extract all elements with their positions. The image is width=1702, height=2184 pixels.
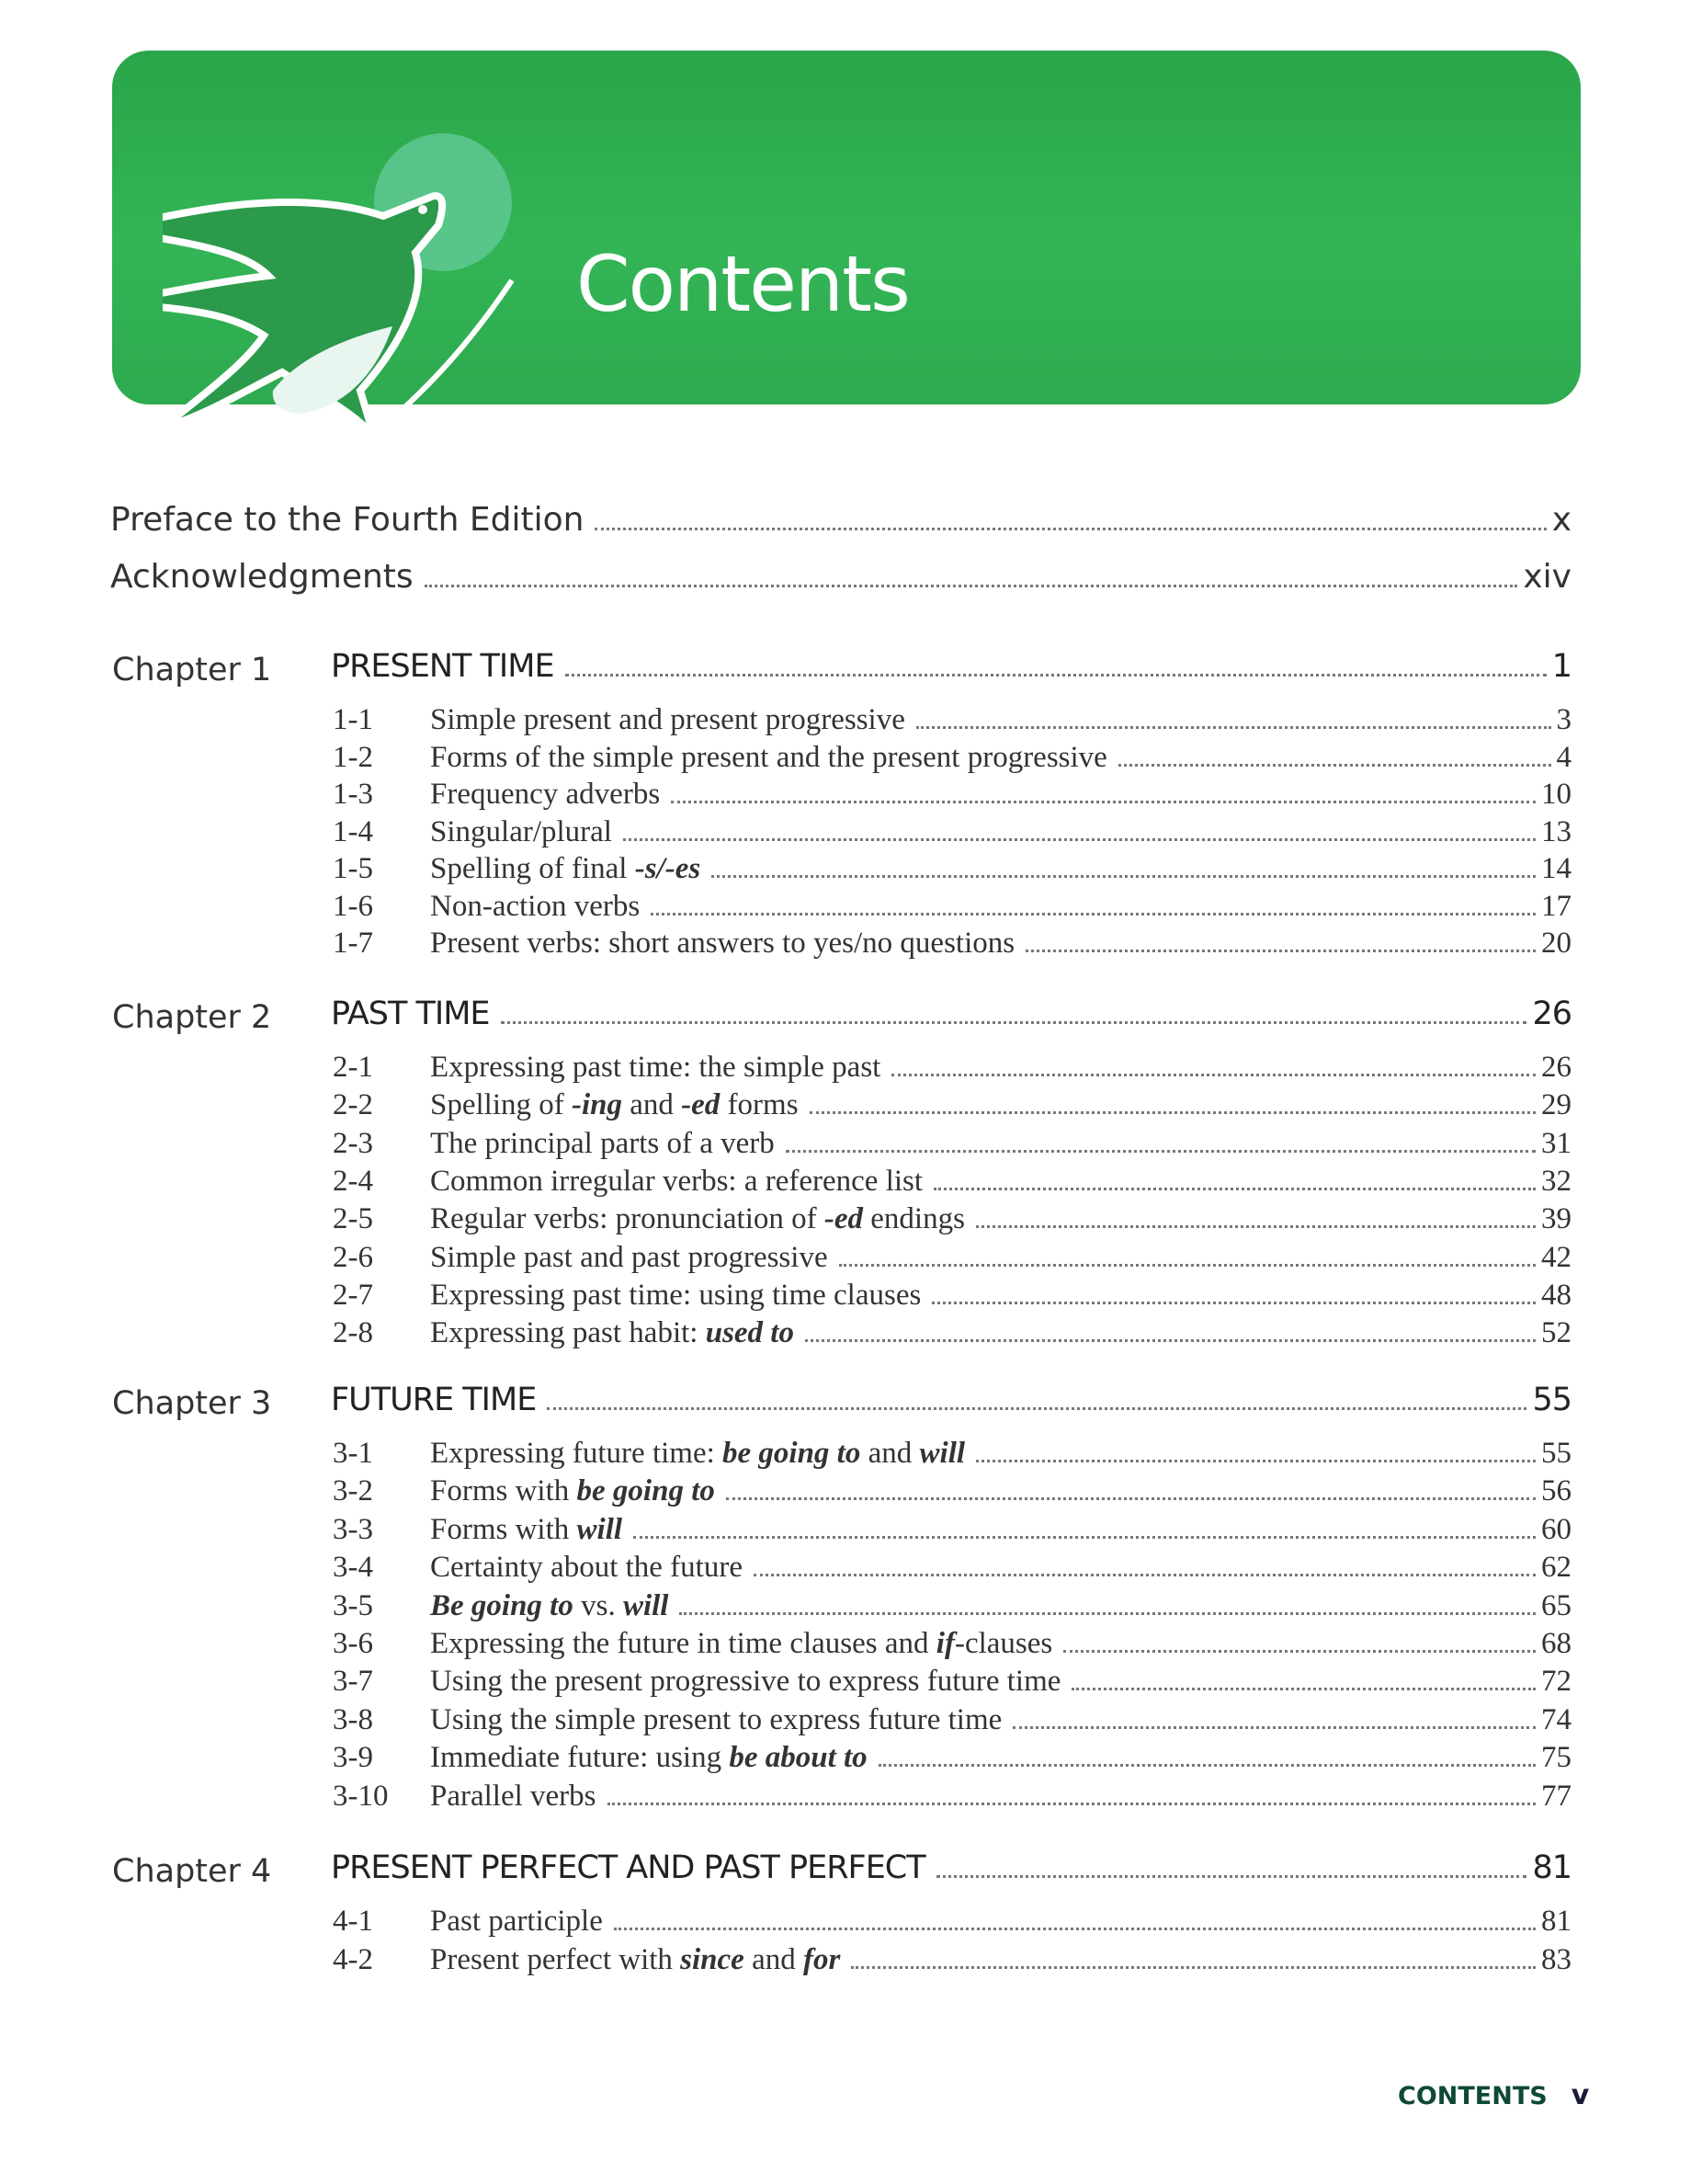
section-title: [430, 1905, 603, 1939]
dot-leader: [932, 1302, 1536, 1304]
section-number: 2-1: [333, 1051, 373, 1084]
section-entry[interactable]: [333, 1703, 1572, 1737]
section-entry[interactable]: [333, 852, 1572, 886]
section-page: 83: [1541, 1942, 1572, 1976]
section-page: 20: [1541, 927, 1572, 960]
section-page: 81: [1541, 1905, 1572, 1938]
section-number: 3-6: [333, 1627, 373, 1660]
section-number: 2-8: [333, 1316, 373, 1350]
section-number: 4-1: [333, 1905, 373, 1938]
section-page: 74: [1541, 1702, 1572, 1736]
page-title: Contents: [576, 239, 909, 329]
section-page: 52: [1541, 1316, 1572, 1350]
section-title: [430, 1088, 799, 1122]
footer-label: CONTENTS: [1398, 2082, 1548, 2110]
section-page: 26: [1541, 1051, 1572, 1084]
section-number: 3-2: [333, 1474, 373, 1508]
emphasis-term: will: [622, 1588, 669, 1622]
dot-leader: [851, 1966, 1536, 1969]
emphasis-term: will: [576, 1512, 623, 1546]
section-entry[interactable]: [333, 1241, 1572, 1275]
emphasis-term: -ed: [681, 1088, 721, 1122]
dot-leader: [1118, 764, 1551, 767]
section-entry[interactable]: [333, 1127, 1572, 1161]
section-title: [430, 1943, 840, 1977]
section-page: 10: [1541, 778, 1572, 811]
section-text: Spelling of: [430, 1088, 572, 1122]
section-text: Regular verbs: pronunciation of: [430, 1202, 824, 1236]
section-number: 1-2: [333, 740, 373, 774]
section-title: [430, 890, 640, 924]
section-entry[interactable]: [333, 1780, 1572, 1814]
chapter-page: 81: [1532, 1849, 1572, 1886]
section-number: 1-4: [333, 814, 373, 848]
section-page: 3: [1556, 703, 1572, 736]
section-number: 2-5: [333, 1202, 373, 1236]
section-entry[interactable]: [333, 1051, 1572, 1085]
section-text: forms: [720, 1088, 799, 1122]
swallow-bird-icon: [163, 115, 549, 455]
dot-leader: [916, 726, 1551, 729]
section-entry[interactable]: [333, 1437, 1572, 1471]
chapter-label: Chapter 3: [112, 1385, 272, 1422]
dot-leader: [810, 1111, 1536, 1114]
emphasis-term: for: [802, 1942, 841, 1976]
section-text: Non-action verbs: [430, 889, 641, 923]
section-text: Present verbs: short answers to yes/no questions: [430, 927, 1016, 960]
chapter-title-entry[interactable]: [331, 648, 1572, 685]
section-entry[interactable]: [333, 1627, 1572, 1661]
chapter-title-entry[interactable]: [331, 1849, 1572, 1886]
section-page: 31: [1541, 1126, 1572, 1160]
dot-leader: [425, 585, 1518, 587]
section-title: [430, 1780, 596, 1814]
section-title: [430, 1474, 715, 1508]
section-title: [430, 1437, 965, 1471]
section-text: Past participle: [430, 1905, 603, 1938]
chapter-title: PRESENT PERFECT AND PAST PERFECT: [331, 1849, 925, 1886]
section-page: 48: [1541, 1278, 1572, 1312]
section-title: [430, 1241, 828, 1275]
toc-entry-acknowledgments[interactable]: [110, 558, 1572, 596]
section-number: 2-4: [333, 1164, 373, 1198]
section-title: [430, 1703, 1002, 1737]
section-page: 29: [1541, 1088, 1572, 1122]
dot-leader: [976, 1225, 1536, 1228]
section-number: 3-5: [333, 1588, 373, 1622]
chapter-page: 1: [1551, 648, 1572, 685]
section-text: Using the present progressive to express future time: [430, 1665, 1061, 1699]
dot-leader: [891, 1074, 1536, 1076]
section-entry[interactable]: [333, 1741, 1572, 1775]
dot-leader: [565, 674, 1547, 677]
chapter-title: PRESENT TIME: [331, 648, 554, 685]
section-page: 4: [1556, 740, 1572, 774]
section-title: [430, 778, 660, 812]
section-number: 2-3: [333, 1126, 373, 1160]
dot-leader: [614, 1928, 1536, 1930]
section-text: The principal parts of a verb: [430, 1126, 775, 1160]
section-text: Common irregular verbs: a reference list: [430, 1164, 924, 1198]
section-page: 39: [1541, 1202, 1572, 1236]
section-title: [430, 1627, 1052, 1661]
dot-leader: [595, 528, 1546, 530]
section-text: Simple present and present progressive: [430, 703, 905, 736]
emphasis-term: be about to: [729, 1741, 868, 1775]
section-page: 17: [1541, 889, 1572, 923]
section-text: Present perfect with: [430, 1942, 681, 1976]
section-number: 2-7: [333, 1278, 373, 1312]
section-title: [430, 1279, 921, 1313]
section-entry[interactable]: [333, 1905, 1572, 1939]
section-entry[interactable]: [333, 1513, 1572, 1547]
section-text: Expressing future time:: [430, 1437, 723, 1470]
section-text: Forms with: [430, 1512, 577, 1546]
section-text: vs.: [573, 1588, 623, 1622]
emphasis-term: -s/-es: [634, 852, 701, 885]
dot-leader: [754, 1574, 1536, 1576]
section-number: 3-7: [333, 1665, 373, 1699]
dot-leader: [726, 1497, 1536, 1500]
section-entry[interactable]: [333, 1589, 1572, 1623]
section-number: 3-8: [333, 1702, 373, 1736]
section-title: [430, 927, 1015, 961]
dot-leader: [839, 1264, 1536, 1267]
section-text: Immediate future: using: [430, 1741, 730, 1775]
chapter-title: PAST TIME: [331, 995, 490, 1032]
chapter-title: FUTURE TIME: [331, 1382, 537, 1418]
section-number: 1-1: [333, 703, 373, 736]
section-entry[interactable]: [333, 1165, 1572, 1199]
section-page: 32: [1541, 1164, 1572, 1198]
dot-leader: [711, 875, 1536, 878]
section-entry[interactable]: [333, 1279, 1572, 1313]
section-title: [430, 1551, 743, 1585]
section-text: Forms of the simple present and the present progressive: [430, 740, 1107, 774]
section-text: Simple past and past progressive: [430, 1240, 828, 1274]
emphasis-term: if: [936, 1627, 955, 1660]
emphasis-term: used to: [705, 1316, 794, 1350]
chapter-title-entry[interactable]: [331, 1382, 1572, 1418]
section-entry[interactable]: [333, 703, 1572, 737]
section-text: Expressing past time: using time clauses: [430, 1278, 922, 1312]
section-entry[interactable]: [333, 1474, 1572, 1508]
section-text: Using the simple present to express future time: [430, 1702, 1003, 1736]
section-title: [430, 852, 700, 886]
section-text: Expressing past time: the simple past: [430, 1051, 881, 1084]
section-title: [430, 1202, 965, 1236]
section-number: 4-2: [333, 1942, 373, 1976]
section-text: Expressing past habit:: [430, 1316, 706, 1350]
section-number: 3-1: [333, 1437, 373, 1470]
section-entry[interactable]: [333, 815, 1572, 849]
section-title: [430, 1316, 794, 1350]
section-title: [430, 741, 1107, 775]
dot-leader: [501, 1021, 1527, 1024]
section-page: 65: [1541, 1588, 1572, 1622]
emphasis-term: be going to: [576, 1474, 715, 1508]
entry-page: xiv: [1523, 558, 1572, 596]
section-text: Parallel verbs: [430, 1779, 596, 1813]
toc-entry-preface[interactable]: [110, 501, 1572, 539]
section-title: [430, 703, 905, 737]
footer-page-number: v: [1571, 2079, 1590, 2111]
dot-leader: [679, 1612, 1536, 1615]
page-footer: [1398, 2079, 1589, 2111]
chapter-label: Chapter 1: [112, 652, 272, 688]
section-entry[interactable]: [333, 927, 1572, 961]
section-number: 3-10: [333, 1779, 389, 1813]
dot-leader: [671, 801, 1536, 803]
section-entry[interactable]: [333, 1202, 1572, 1236]
chapter-title-entry[interactable]: [331, 995, 1572, 1032]
section-entry[interactable]: [333, 778, 1572, 812]
section-number: 1-6: [333, 889, 373, 923]
dot-leader: [607, 1803, 1536, 1805]
section-text: and: [860, 1437, 920, 1470]
emphasis-term: since: [680, 1942, 744, 1976]
section-number: 2-2: [333, 1088, 373, 1122]
section-title: [430, 1127, 775, 1161]
section-page: 75: [1541, 1741, 1572, 1775]
section-title: [430, 1513, 622, 1547]
section-text: -clauses: [954, 1627, 1053, 1660]
entry-label: Acknowledgments: [110, 558, 414, 596]
section-title: [430, 1051, 880, 1085]
section-title: [430, 1665, 1061, 1699]
section-number: 3-3: [333, 1512, 373, 1546]
section-entry[interactable]: [333, 1943, 1572, 1977]
section-entry[interactable]: [333, 1316, 1572, 1350]
section-entry[interactable]: [333, 1088, 1572, 1122]
chapter-page: 26: [1532, 995, 1572, 1032]
dot-leader: [1026, 950, 1536, 952]
emphasis-term: be going to: [722, 1437, 861, 1470]
section-title: [430, 1589, 668, 1623]
dot-leader: [623, 838, 1536, 841]
section-page: 68: [1541, 1627, 1572, 1660]
entry-page: x: [1551, 501, 1572, 539]
section-text: and: [743, 1942, 803, 1976]
dot-leader: [976, 1460, 1536, 1462]
dot-leader: [633, 1536, 1536, 1539]
section-text: and: [622, 1088, 682, 1122]
section-page: 55: [1541, 1437, 1572, 1470]
section-number: 1-7: [333, 927, 373, 960]
dot-leader: [1013, 1726, 1536, 1729]
dot-leader: [651, 913, 1536, 916]
section-entry[interactable]: [333, 1665, 1572, 1699]
chapter-label: Chapter 4: [112, 1853, 272, 1890]
section-number: 1-3: [333, 778, 373, 811]
dot-leader: [936, 1875, 1527, 1878]
section-page: 56: [1541, 1474, 1572, 1508]
chapter-label: Chapter 2: [112, 999, 272, 1036]
section-title: [430, 815, 612, 849]
emphasis-term: -ing: [572, 1088, 623, 1122]
dot-leader: [805, 1339, 1536, 1342]
emphasis-term: Be going to: [430, 1588, 573, 1622]
section-entry[interactable]: [333, 890, 1572, 924]
dot-leader: [1063, 1650, 1536, 1653]
section-number: 3-4: [333, 1551, 373, 1585]
section-number: 1-5: [333, 852, 373, 885]
entry-label: Preface to the Fourth Edition: [110, 501, 584, 539]
contents-banner: [112, 51, 1581, 404]
section-page: 72: [1541, 1665, 1572, 1699]
section-page: 14: [1541, 852, 1572, 885]
dot-leader: [879, 1764, 1536, 1767]
section-text: Frequency adverbs: [430, 778, 661, 811]
section-page: 13: [1541, 814, 1572, 848]
dot-leader: [547, 1407, 1526, 1410]
emphasis-term: -ed: [823, 1202, 864, 1236]
chapter-page: 55: [1532, 1382, 1572, 1418]
section-title: [430, 1165, 923, 1199]
section-title: [430, 1741, 868, 1775]
section-number: 2-6: [333, 1240, 373, 1274]
section-text: Expressing the future in time clauses and: [430, 1627, 936, 1660]
section-number: 3-9: [333, 1741, 373, 1775]
section-page: 77: [1541, 1779, 1572, 1813]
section-entry[interactable]: [333, 741, 1572, 775]
section-text: Forms with: [430, 1474, 577, 1508]
section-text: endings: [863, 1202, 965, 1236]
dot-leader: [1072, 1688, 1536, 1690]
section-page: 60: [1541, 1512, 1572, 1546]
section-text: Spelling of final: [430, 852, 635, 885]
section-text: Certainty about the future: [430, 1551, 743, 1585]
section-page: 62: [1541, 1551, 1572, 1585]
emphasis-term: will: [919, 1437, 966, 1470]
dot-leader: [934, 1188, 1536, 1190]
section-entry[interactable]: [333, 1551, 1572, 1585]
section-text: Singular/plural: [430, 814, 612, 848]
dot-leader: [786, 1150, 1536, 1153]
section-page: 42: [1541, 1240, 1572, 1274]
